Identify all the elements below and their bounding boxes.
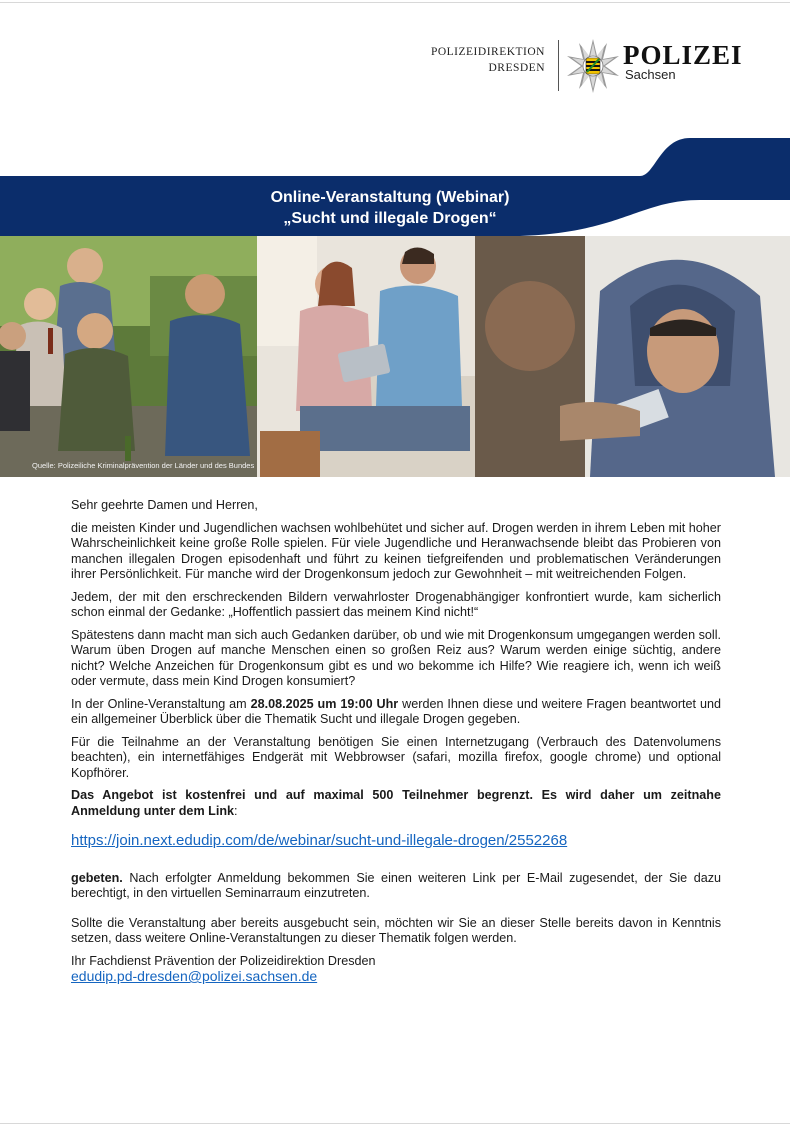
bottom-rule <box>0 1123 790 1124</box>
paragraph-questions: Spätestens dann macht man sich auch Gedanken darüber, ob und wie mit Drogenkonsum umgegangen werden soll. Warum üben Drogen auf manche Menschen einen so großen Reiz aus? Warum werden einige süchtig, andere nicht? Welche Anzeichen für Drogenkonsum gibt es und wo bekomme ich Hilfe? Wie reagiere ich, wenn ich weiß oder vermute, dass mein Kind Drogen konsumiert? <box>71 627 721 688</box>
registration-notice: Das Angebot ist kostenfrei und auf maximal 500 Teilnehmer begrenzt. Es wird daher um zeitnahe Anmeldung unter dem Link <box>71 788 721 818</box>
photo-credit: Quelle: Polizeiliche Kriminalprävention der Länder und des Bundes <box>32 461 255 470</box>
paragraph-registration <box>71 788 721 819</box>
state-wordmark: Sachsen <box>625 67 676 82</box>
registration-link[interactable]: https://join.next.edudip.com/de/webinar/sucht-und-illegale-drogen/2552268 <box>71 832 568 849</box>
photo-hooded-teen <box>475 236 790 477</box>
requested-word: gebeten. <box>71 870 123 885</box>
signature: Ihr Fachdienst Prävention der Polizeidirektion Dresden <box>71 953 376 968</box>
paragraph-intro: die meisten Kinder und Jugendlichen wachsen wohlbehütet und sicher auf. Drogen werden in ihrem Leben mit hoher Wahrscheinlichkeit keine große Rolle spielen. Für viele Jugendliche und Heranwachsende bleibt das Probieren von manchen illegalen Drogen episodenhaft und führt zu keinen tiefgreifenden und problematischen Veränderungen ihrer Persönlichkeit. Für manche wird der Drogenkonsum jedoch zur Gewohnheit – mit weitreichenden Folgen. <box>71 520 721 581</box>
after-registration-text: Nach erfolgter Anmeldung bekommen Sie einen weiteren Link per E-Mail zugesendet, der Sie dazu berechtigt, in den virtuellen Seminarraum einzutreten. <box>71 870 721 900</box>
paragraph-event-date <box>71 697 721 728</box>
paragraph-fully-booked: Sollte die Veranstaltung aber bereits ausgebucht sein, möchten wir Sie an dieser Stelle bereits davon in Kenntnis setzen, dass weitere Online-Veranstaltungen zu dieser Thematik folgen werden. <box>71 915 721 945</box>
police-wordmark: POLIZEI <box>623 40 743 70</box>
event-title-line-1: Online-Veranstaltung (Webinar) <box>270 189 510 206</box>
paragraph-requirements: Für die Teilnahme an der Veranstaltung benötigen Sie einen Internetzugang (Verbrauch des Datenvolumens beachten), ein internetfähiges Endgerät mit Webbrowser (safari, mozilla firefox, google chrome) und optional Kopfhörer. <box>71 734 721 780</box>
greeting: Sehr geehrte Damen und Herren, <box>71 498 258 512</box>
photo-youth-group <box>0 236 257 477</box>
paragraph-concern: Jedem, der mit den erschreckenden Bildern verwahrloster Drogenabhängiger konfrontiert wurde, kam sicherlich schon einmal der Gedanke: „Hoffentlich passiert das meinem Kind nicht!“ <box>71 589 721 619</box>
letter-body <box>71 498 721 986</box>
logo-divider <box>558 40 559 91</box>
event-title <box>200 187 580 229</box>
department-line-1: POLIZEIDIREKTION <box>430 46 545 58</box>
event-date-prefix: In der Online-Veranstaltung am <box>71 696 251 711</box>
contact-email-link[interactable]: edudip.pd-dresden@polizei.sachsen.de <box>71 968 318 984</box>
photo-strip <box>0 236 790 477</box>
registration-colon: : <box>234 803 238 818</box>
event-date-suffix: werden Ihnen diese und weitere Fragen beantwortet und ein allgemeiner Überblick über die Thematik Sucht und illegale Drogen gegeben. <box>71 696 721 726</box>
event-title-line-2: „Sucht und illegale Drogen“ <box>283 210 497 227</box>
event-date: 28.08.2025 um 19:00 Uhr <box>250 696 399 711</box>
department-name <box>420 44 545 76</box>
top-rule <box>0 2 790 3</box>
police-star-icon <box>565 38 621 94</box>
photo-couple-tablet <box>257 236 475 477</box>
department-line-2: DRESDEN <box>488 62 545 74</box>
paragraph-after-registration <box>71 871 721 902</box>
